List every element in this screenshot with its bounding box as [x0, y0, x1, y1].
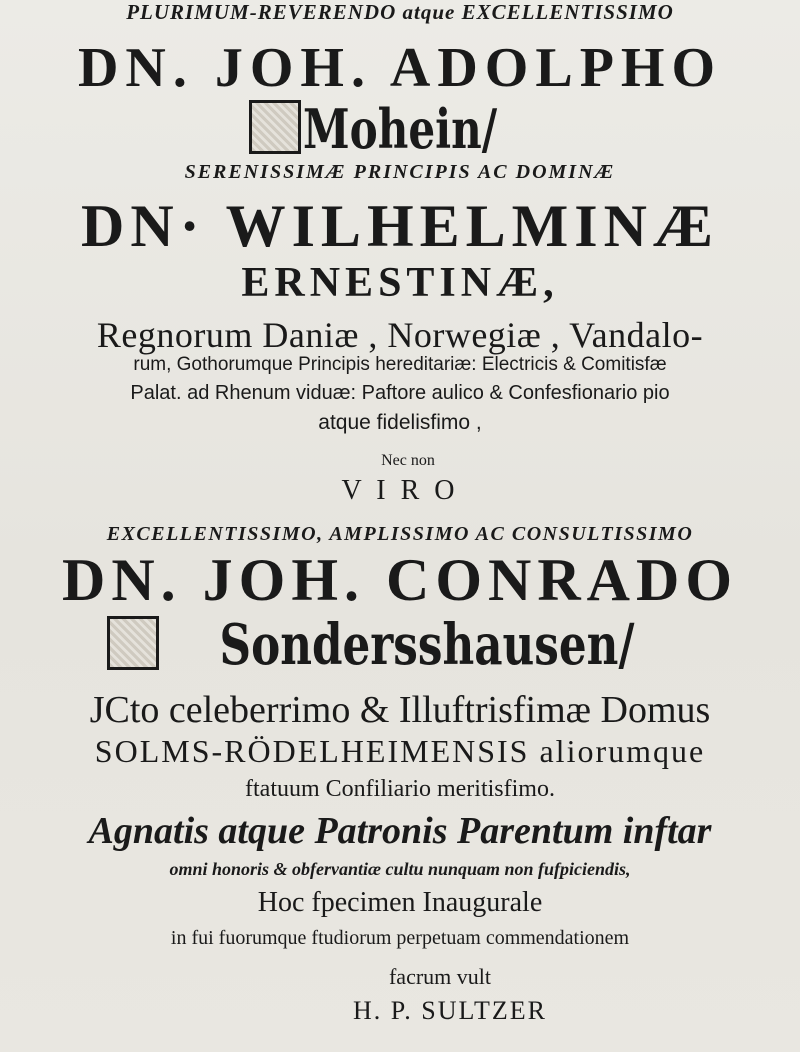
surname-2-initial: S [219, 612, 252, 678]
surname-1-rest: ohein/ [349, 97, 497, 161]
dedicatee-surname-2 [0, 612, 800, 678]
surname-1-initial: M [302, 97, 350, 161]
princess-line: SERENISSIMÆ PRINCIPIS AC DOMINÆ [184, 161, 616, 183]
dedication-line-reverendo: PLURIMUM-REVERENDO atque EXCELLENTISSIMO [126, 0, 674, 24]
dedicatee-name-2: DN. JOH. CONRADO [62, 547, 738, 613]
author-name: H. P. SULTZER [352, 996, 548, 1025]
agnatis-line: Agnatis atque Patronis Parentum inftar [88, 810, 712, 852]
princess-titles-1: Regnorum Daniæ , Norwegiæ , Vandalo- [96, 315, 704, 355]
statuum-line: ftatuum Confiliario meritisfimo. [245, 776, 555, 802]
princess-titles-2: rum, Gothorumque Principis hereditariæ: Electricis & Comitisfæ [133, 354, 667, 375]
woodcut-initial-s [107, 616, 159, 670]
dedicatee-surname-1 [0, 97, 800, 161]
viro: V I R O [341, 475, 459, 506]
princess-name-1: DN· WILHELMINÆ [81, 193, 719, 259]
excellentissimo-line: EXCELLENTISSIMO, AMPLISSIMO AC CONSULTISSIMO [106, 523, 694, 545]
dedicatee-name-1: DN. JOH. ADOLPHO [77, 37, 723, 99]
jcto-line: JCto celeberrimo & Illuftrisfimæ Domus [89, 689, 711, 731]
princess-titles-4: atque fidelisfimo , [318, 411, 482, 434]
specimen-line: Hoc fpecimen Inaugurale [257, 887, 543, 918]
princess-name-2: ERNESTINÆ, [241, 260, 559, 306]
commendation-line: in fui fuorumque ftudiorum perpetuam commendationem [170, 927, 630, 949]
solms-line: SOLMS-RÖDELHEIMENSIS aliorumque [94, 733, 706, 769]
woodcut-initial-m [249, 100, 301, 154]
omni-line: omni honoris & obfervantiæ cultu nunquam non fufpiciendis, [169, 859, 631, 879]
nec-non: Nec non [381, 452, 435, 469]
surname-2-rest: ondersshausen/ [251, 612, 635, 678]
princess-titles-3: Palat. ad Rhenum viduæ: Paftore aulico & Confesfionario pio [130, 382, 670, 404]
sacrum-line: facrum vult [388, 964, 492, 989]
